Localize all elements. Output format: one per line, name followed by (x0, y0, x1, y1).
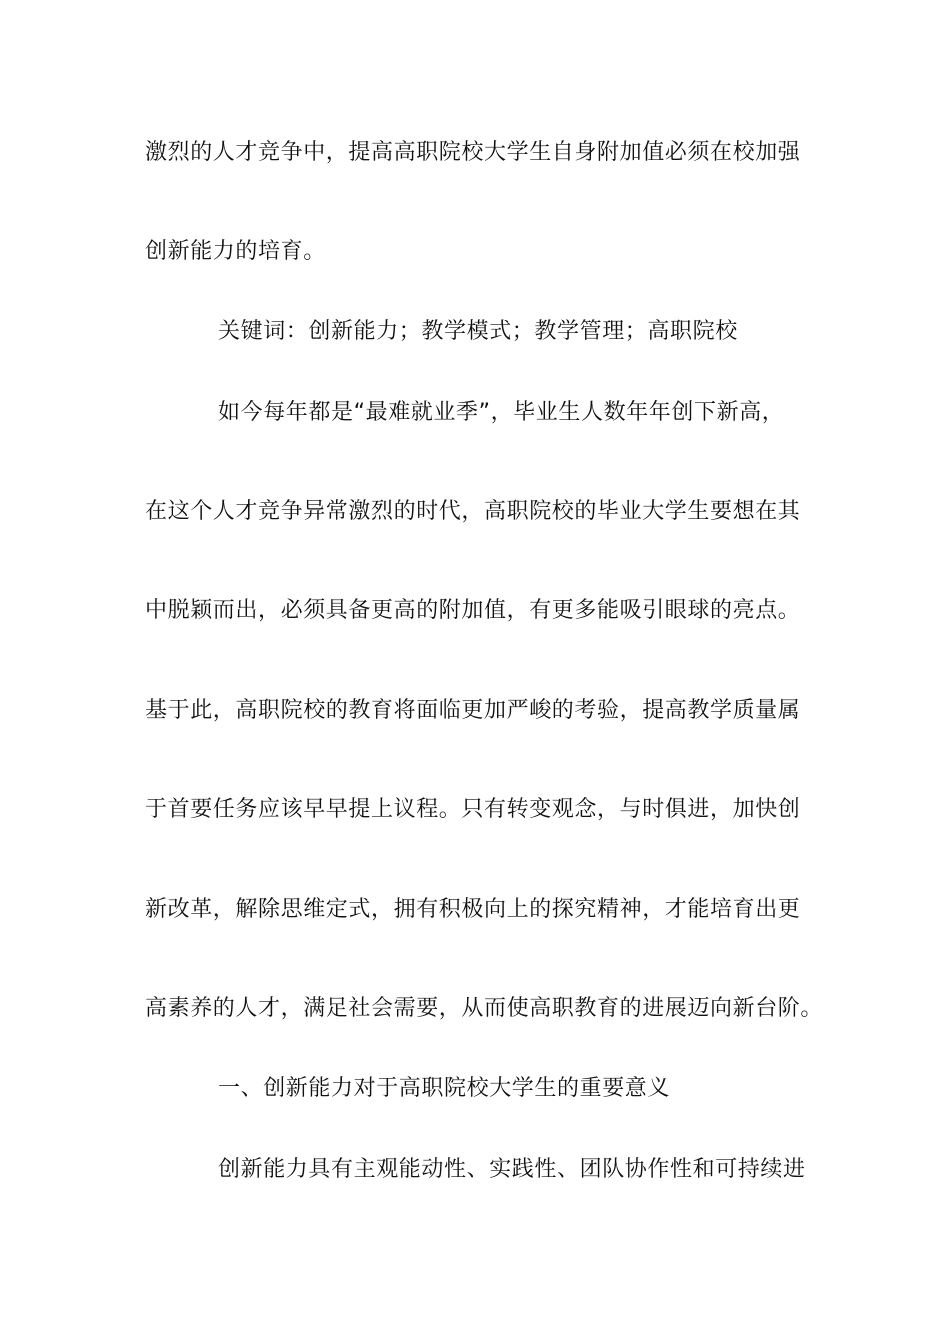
paragraph-line: 如今每年都是“最难就业季”，毕业生人数年年创下新高， (218, 400, 785, 425)
paragraph-line: 基于此，高职院校的教育将面临更加严峻的考验，提高教学质量属 (145, 698, 801, 723)
paragraph-line: 在这个人才竞争异常激烈的时代，高职院校的毕业大学生要想在其 (145, 499, 801, 524)
section-heading: 一、创新能力对于高职院校大学生的重要意义 (218, 1076, 671, 1101)
paragraph-line: 创新能力的培育。 (145, 239, 326, 264)
paragraph-line: 创新能力具有主观能动性、实践性、团队协作性和可持续进 (218, 1157, 806, 1182)
keywords-line: 关键词：创新能力；教学模式；教学管理；高职院校 (218, 319, 738, 344)
paragraph-line: 新改革，解除思维定式，拥有积极向上的探究精神，才能培育出更 (145, 897, 801, 922)
paragraph-line: 高素养的人才，满足社会需要，从而使高职教育的进展迈向新台阶。 (145, 996, 824, 1021)
paragraph-line: 于首要任务应该早早提上议程。只有转变观念，与时俱进，加快创 (145, 797, 801, 822)
paragraph-line: 激烈的人才竞争中，提高高职院校大学生自身附加值必须在校加强 (145, 140, 801, 165)
paragraph-line: 中脱颖而出，必须具备更高的附加值，有更多能吸引眼球的亮点。 (145, 598, 801, 623)
